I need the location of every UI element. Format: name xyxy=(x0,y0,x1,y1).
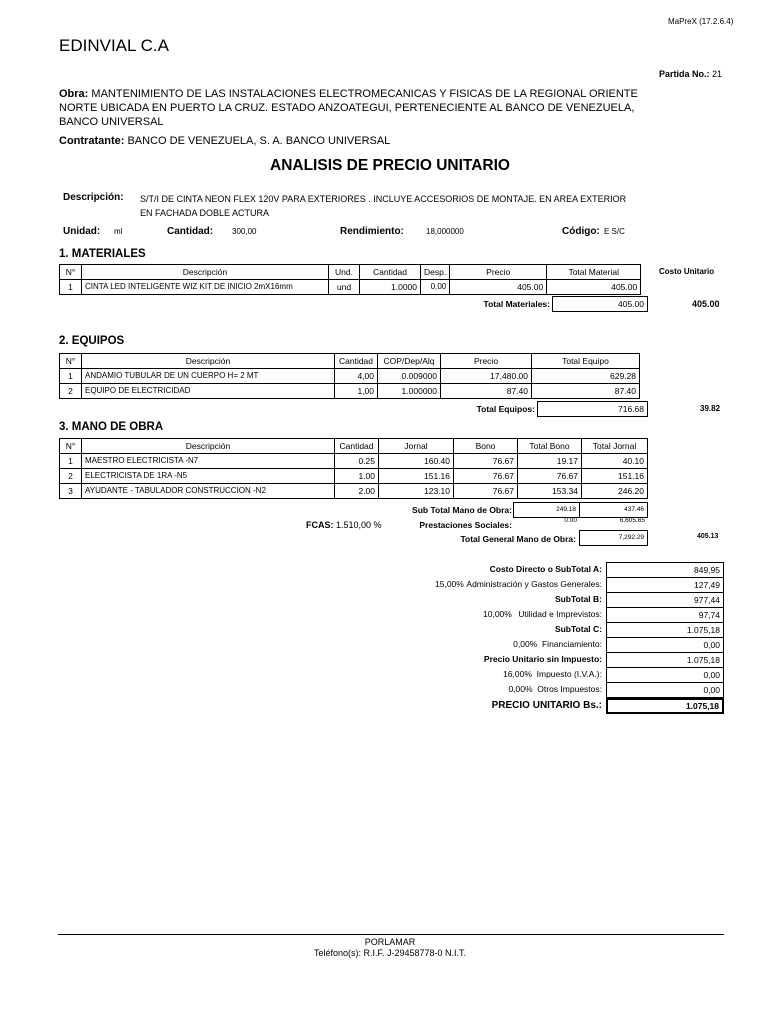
summary-row: 0,00% Financiamiento: 0,00 xyxy=(380,637,724,652)
unidad-label: Unidad: xyxy=(63,226,101,237)
materiales-title: 1. MATERIALES xyxy=(59,248,146,260)
company-name: EDINVIAL C.A xyxy=(59,36,169,55)
mano-obra-header-row: N° Descripción Cantidad Jornal Bono Total Bono Total Jornal xyxy=(60,439,648,454)
mano-obra-unit-cost: 405.13 xyxy=(697,533,719,540)
summary-row: 0,00% Otros Impuestos: 0,00 xyxy=(380,682,724,697)
table-row: 3 AYUDANTE - TABULADOR CONSTRUCCION -N2 2.00 123.10 76.67 153.34 246.20 xyxy=(60,484,648,499)
total-materiales-value: 405.00 xyxy=(552,296,648,312)
rendimiento-label: Rendimiento: xyxy=(340,226,404,237)
footer-line: Teléfono(s): R.I.F. J-29458778-0 N.I.T. xyxy=(313,948,467,958)
table-row: 1 ANDAMIO TUBULAR DE UN CUERPO H= 2 MT 4,00 0.009000 17,480.00 629.28 xyxy=(60,369,640,384)
partida-number: Partida No.: 21 xyxy=(658,69,722,79)
descripcion-label: Descripción: xyxy=(63,192,124,203)
equipos-unit-cost: 39.82 xyxy=(700,404,721,413)
descripcion-text: S/T/I DE CINTA NEON FLEX 120V PARA EXTERIORES . INCLUYE ACCESORIOS DE MONTAJE. EN AREA EXTERIOR EN FACHADA DOBLE ACTURA xyxy=(140,194,627,218)
cantidad-label: Cantidad: xyxy=(167,226,214,237)
materiales-table xyxy=(59,264,641,295)
cantidad-value: 300,00 xyxy=(232,227,257,236)
summary-row: SubTotal B: 977,44 xyxy=(380,592,724,607)
summary-row: 10,00% Utilidad e Imprevistos: 97,74 xyxy=(380,607,724,622)
table-row: 1 MAESTRO ELECTRICISTA -N7 0.25 160.40 76.67 19.17 40.10 xyxy=(60,454,648,469)
mano-obra-title: 3. MANO DE OBRA xyxy=(59,421,164,433)
footer-city: PORLAMAR xyxy=(364,937,416,947)
total-materiales-label: Total Materiales: xyxy=(483,299,550,309)
total-equipos-label: Total Equipos: xyxy=(476,404,535,414)
page-title: ANALISIS DE PRECIO UNITARIO xyxy=(270,157,510,174)
summary-row: 16,00% Impuesto (I.V.A.): 0,00 xyxy=(380,667,724,682)
summary-row: Costo Directo o SubTotal A: 849,95 xyxy=(380,562,724,577)
footer xyxy=(0,937,768,959)
prestaciones-bono: 0.00 xyxy=(564,517,577,524)
precio-unitario-value: 1.075,18 xyxy=(606,698,724,714)
table-row: 2 ELECTRICISTA DE 1RA -N5 1.00 151.16 76.67 76.67 151.16 xyxy=(60,469,648,484)
table-row: 2 EQUIPO DE ELECTRICIDAD 1,00 1.000000 87.40 87.40 xyxy=(60,384,640,399)
codigo-label: Código: xyxy=(562,226,600,237)
total-general-mano-obra-value: 7,292.29 xyxy=(579,530,648,546)
prestaciones-label: Prestaciones Sociales: xyxy=(419,520,512,530)
materiales-unit-cost: 405.00 xyxy=(692,299,720,309)
table-row: 1 CINTA LED INTELIGENTE WIZ KIT DE INICIO 2mX16mm und 1.0000 0.00 405.00 405.00 xyxy=(60,280,641,295)
summary-row: 15,00% Administración y Gastos Generales: 127,49 xyxy=(380,577,724,592)
mano-obra-table xyxy=(59,438,648,499)
summary-row: SubTotal C: 1.075,18 xyxy=(380,622,724,637)
equipos-header-row: N° Descripción Cantidad COP/Dep/Alq Precio Total Equipo xyxy=(60,354,640,369)
equipos-title: 2. EQUIPOS xyxy=(59,335,125,347)
subtotal-bono: 249.18 xyxy=(513,502,580,518)
subtotal-mano-obra-label: Sub Total Mano de Obra: xyxy=(412,505,512,515)
contratante: Contratante: BANCO DE VENEZUELA, S. A. BANCO UNIVERSAL xyxy=(59,135,391,147)
materiales-header-row: N° Descripción Und. Cantidad Desp. Precio Total Material xyxy=(60,265,641,280)
summary-row: Precio Unitario sin Impuesto: 1.075,18 xyxy=(380,652,724,667)
rendimiento-value: 18,000000 xyxy=(426,227,464,236)
prestaciones-jornal: 6,605.65 xyxy=(619,517,645,524)
precio-unitario-label: PRECIO UNITARIO Bs.: xyxy=(491,700,602,711)
unidad-value: ml xyxy=(114,227,123,236)
costo-unitario-label: Costo Unitario xyxy=(659,267,715,276)
fcas: FCAS: 1.510,00 % xyxy=(306,520,382,530)
obra-text: Obra: MANTENIMIENTO DE LAS INSTALACIONES ELECTROMECANICAS Y FISICAS DE LA REGIONAL ORIENTE NORTE UBICADA EN PUERTO LA CRUZ. ESTADO ANZOATEGUI, PERTENECIENTE AL BANCO DE VENEZUELA, BANCO UNIVERSAL xyxy=(59,88,638,128)
total-general-mano-obra-label: Total General Mano de Obra: xyxy=(460,534,576,544)
total-equipos-value: 716.68 xyxy=(537,401,648,417)
codigo-value: E S/C xyxy=(604,227,625,236)
subtotal-jornal: 437.46 xyxy=(579,502,648,518)
software-version: MaPreX (17.2.6.4) xyxy=(668,17,734,26)
summary-block xyxy=(380,562,724,715)
precio-unitario-row xyxy=(380,697,724,715)
footer-divider xyxy=(58,934,724,935)
equipos-table xyxy=(59,353,640,399)
